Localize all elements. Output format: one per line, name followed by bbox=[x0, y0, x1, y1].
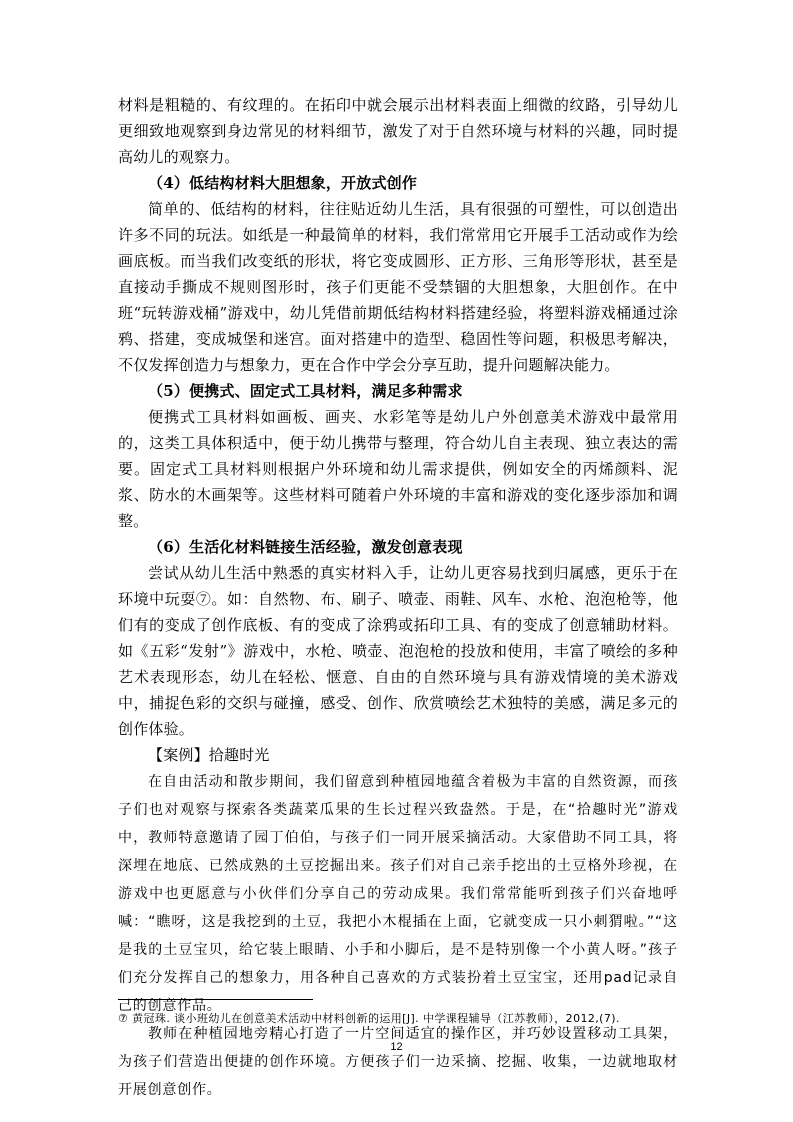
page-number: 12 bbox=[390, 1041, 403, 1053]
case-paragraph-1: 在自由活动和散步期间，我们留意到种植园地蕴含着极为丰富的自然资源，而孩子们也对观察与探索各类蔬菜瓜果的生长过程兴致盎然。于是，在“拾趣时光”游戏中，教师特意邀请了园丁伯伯，与孩子们一同开展采摘活动。大家借助不同工具，将深埋在地底、已然成熟的土豆挖掘出来。孩子们对自己亲手挖出的土豆格外珍视，在游戏中也更愿意与小伙伴们分享自己的劳动成果。我们常常能听到孩子们兴奋地呼喊：“瞧呀，这是我挖到的土豆，我把小木棍插在上面，它就变成一只小刺猬啦。”“这是我的土豆宝贝，给它装上眼睛、小手和小脚后，是不是特别像一个小黄人呀。”孩子们充分发挥自己的想象力，用各种自己喜欢的方式装扮着土豆宝宝，还用pad记录自己的创意作品。 bbox=[118, 774, 678, 1014]
footnote-divider bbox=[118, 999, 313, 1000]
paragraph-portable-tools: 便携式工具材料如画板、画夹、水彩笔等是幼儿户外创意美术游戏中最常用的，这类工具体积适中，便于幼儿携带与整理，符合幼儿自主表现、独立表达的需要。固定式工具材料则根据户外环境和幼儿需求提供，例如安全的丙烯颜料、泥浆、防水的木画架等。这些材料可随着户外环境的丰富和游戏的变化逐步添加和调整。 bbox=[118, 408, 678, 530]
footnote: ⑦ 黄冠珠. 谈小班幼儿在创意美术活动中材料创新的运用[J]. 中学课程辅导（江苏教师），2012,(7). bbox=[118, 1012, 620, 1025]
paragraph-everyday-materials: 尝试从幼儿生活中熟悉的真实材料入手，让幼儿更容易找到归属感，更乐于在环境中玩耍⑦。如：自然物、布、刷子、喷壶、雨鞋、风车、水枪、泡泡枪等，他们有的变成了创作底板、有的变成了涂鸦或拓印工具、有的变成了创意辅助材料。如《五彩“发射”》游戏中，水枪、喷壶、泡泡枪的投放和使用，丰富了喷绘的多种艺术表现形态，幼儿在轻松、惬意、自由的自然环境与具有游戏情境的美术游戏中，捕捉色彩的交织与碰撞，感受、创作、欣赏喷绘艺术独特的美感，满足多元的创作体验。 bbox=[118, 564, 678, 738]
body-text bbox=[118, 92, 678, 1104]
paragraph-materials-texture: 材料是粗糙的、有纹理的。在拓印中就会展示出材料表面上细微的纹路，引导幼儿更细致地观察到身边常见的材料细节，激发了对于自然环境与材料的兴趣，同时提高幼儿的观察力。 bbox=[118, 96, 678, 166]
case-title: 【案例】拾趣时光 bbox=[148, 746, 270, 764]
case-paragraph-2: 教师在种植园地旁精心打造了一片空间适宜的操作区，并巧妙设置移动工具架，为孩子们营造出便捷的创作环境。方便孩子们一边采摘、挖掘、收集，一边就地取材开展创意创作。 bbox=[118, 1026, 678, 1098]
section-heading-6: （6）生活化材料链接生活经验，激发创意表现 bbox=[148, 538, 463, 556]
section-heading-4: （4）低结构材料大胆想象，开放式创作 bbox=[148, 174, 418, 192]
paragraph-low-structure: 简单的、低结构的材料，往往贴近幼儿生活，具有很强的可塑性，可以创造出许多不同的玩法。如纸是一种最简单的材料，我们常常用它开展手工活动或作为绘画底板。而当我们改变纸的形状，将它变成圆形、正方形、三角形等形状，甚至是直接动手撕成不规则图形时，孩子们更能不受禁锢的大胆想象，大胆创作。在中班“玩转游戏桶”游戏中，幼儿凭借前期低结构材料搭建经验，将塑料游戏桶通过涂鸦、搭建，变成城堡和迷宫。面对搭建中的造型、稳固性等问题，积极思考解决，不仅发挥创造力与想象力，更在合作中学会分享互助，提升问题解决能力。 bbox=[118, 200, 678, 374]
section-heading-5: （5）便携式、固定式工具材料，满足多种需求 bbox=[148, 382, 463, 400]
